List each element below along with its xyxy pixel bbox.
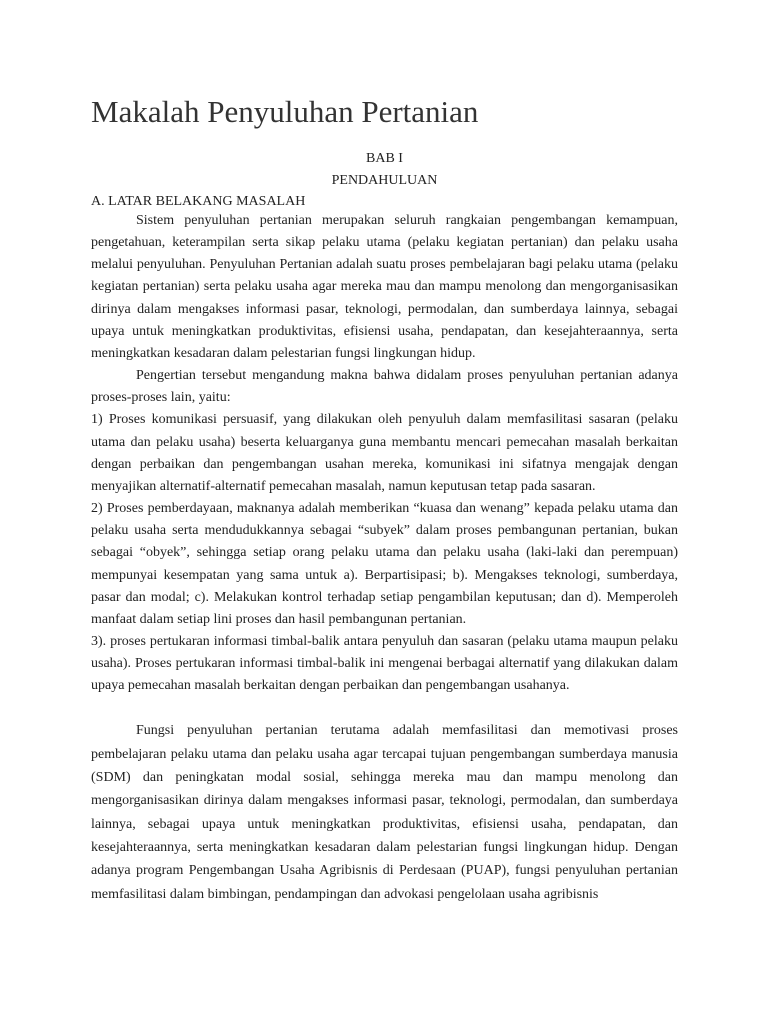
- section-heading: A. LATAR BELAKANG MASALAH: [91, 194, 306, 209]
- paragraph-definition: Pengertian tersebut mengandung makna bahwa didalam proses penyuluhan pertanian adanya proses-proses lain, yaitu:: [91, 368, 678, 406]
- chapter-number: BAB I: [366, 151, 403, 166]
- document-title: Makalah Penyuluhan Pertanian: [91, 94, 479, 129]
- paragraph-intro: Sistem penyuluhan pertanian merupakan seluruh rangkaian pengembangan kemampuan, pengetahuan, keterampilan serta sikap pelaku utama (pelaku kegiatan pertanian) dan pelaku usaha melalui penyuluhan. Penyuluhan Pertanian adalah suatu proses pembelajaran bagi pelaku utama (pelaku kegiatan pertanian) serta pelaku usaha agar mereka mau dan mampu menolong dan mengorganisasikan dirinya dalam mengakses informasi pasar, teknologi, permodalan, dan sumberdaya lainnya, sebagai upaya untuk meningkatkan produktivitas, efisiensi usaha, pendapatan, dan kesejahteraannya, serta meningkatkan kesadaran dalam pelestarian fungsi lingkungan hidup.: [91, 213, 678, 361]
- document-body: [91, 210, 678, 906]
- paragraph-function: Fungsi penyuluhan pertanian terutama adalah memfasilitasi dan memotivasi proses pembelajaran pelaku utama dan pelaku usaha agar tercapai tujuan pengembangan sumberdaya manusia (SDM) dan peningkatan modal sosial, sehingga mereka mau dan mampu menolong dan mengorganisasikan dirinya dalam mengakses informasi pasar, teknologi, permodalan, dan sumberdaya lainnya, sebagai upaya untuk meningkatkan produktivitas, efisiensi usaha, pendapatan, dan kesejahteraannya, serta meningkatkan kesadaran dalam pelestarian fungsi lingkungan hidup. Dengan adanya program Pengembangan Usaha Agribisnis di Perdesaan (PUAP), fungsi penyuluhan pertanian memfasilitasi dalam bimbingan, pendampingan dan advokasi pengelolaan usaha agribisnis: [91, 723, 678, 902]
- chapter-title: PENDAHULUAN: [331, 173, 438, 188]
- paragraph-spacer: [91, 697, 678, 719]
- list-item-process-2: 2) Proses pemberdayaan, maknanya adalah memberikan “kuasa dan wenang” kepada pelaku utama dan pelaku usaha serta mendudukkannya sebagai “subyek” dalam proses pembangunan pertanian, bukan sebagai “obyek”, sehingga setiap orang pelaku utama dan pelaku usaha (laki-laki dan perempuan) mempunyai kesempatan yang sama untuk a). Berpartisipasi; b). Mengakses teknologi, sumberdaya, pasar dan modal; c). Melakukan kontrol terhadap setiap pengambilan keputusan; dan d). Memperoleh manfaat dalam setiap lini proses dan hasil pembangunan pertanian.: [91, 501, 678, 627]
- list-item-process-1: 1) Proses komunikasi persuasif, yang dilakukan oleh penyuluh dalam memfasilitasi sasaran (pelaku utama dan pelaku usaha) beserta keluarganya guna membantu mencari pemecahan masalah berkaitan dengan perbaikan dan pengembangan usahan mereka, komunikasi ini sifatnya mengajak dengan menyajikan alternatif-alternatif pemecahan masalah, namun keputusan tetap pada sasaran.: [91, 412, 678, 494]
- list-item-process-3: 3). proses pertukaran informasi timbal-balik antara penyuluh dan sasaran (pelaku utama maupun pelaku usaha). Proses pertukaran informasi timbal-balik ini mengenai berbagai alternatif yang dilakukan dalam upaya pemecahan masalah berkaitan dengan perbaikan dan pengembangan usahanya.: [91, 633, 678, 694]
